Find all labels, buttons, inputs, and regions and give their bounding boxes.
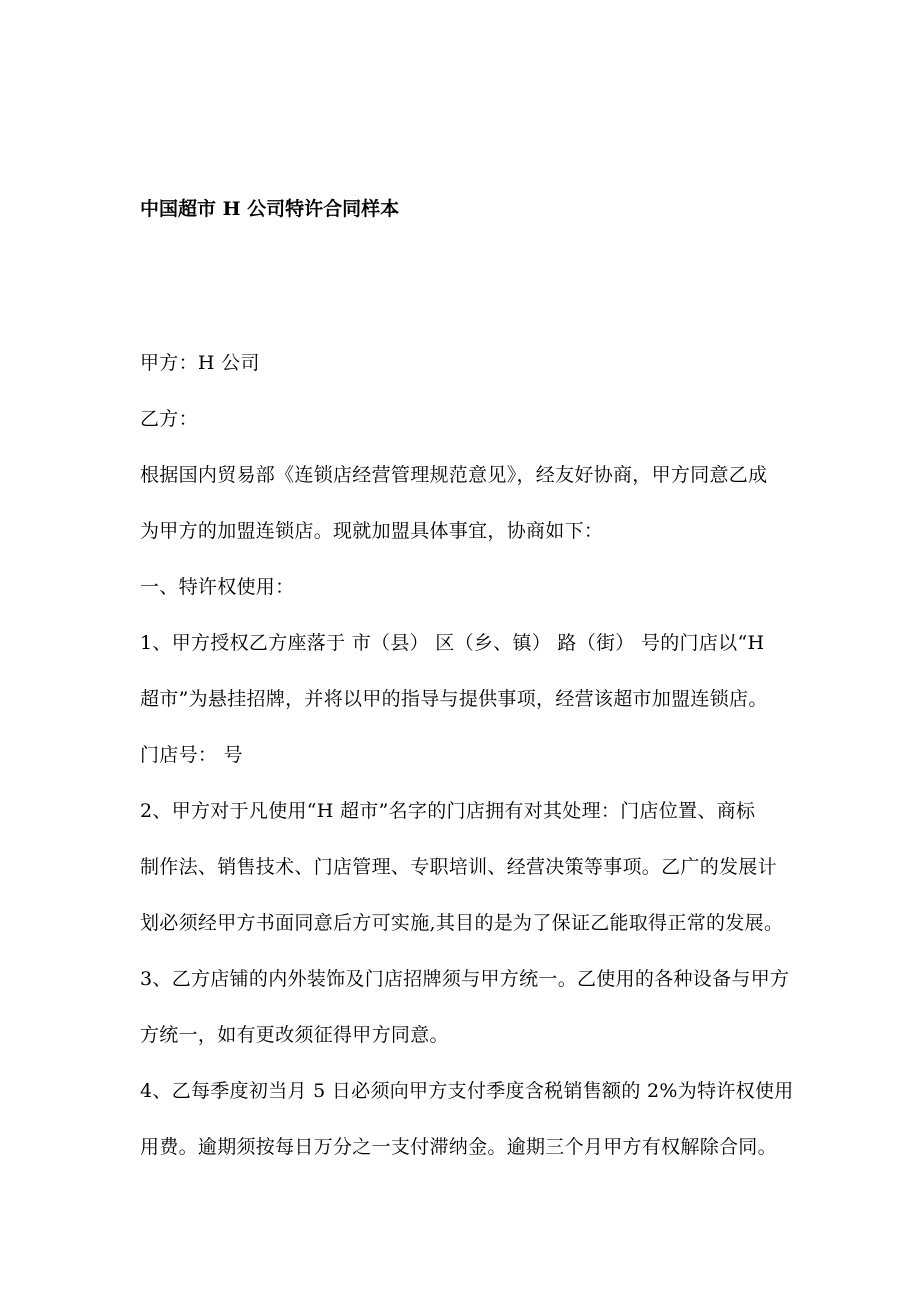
clause-4-line-2: 用费。逾期须按每日万分之一支付滞纳金。逾期三个月甲方有权解除合同。 bbox=[140, 1136, 777, 1158]
clause-1-line-2: 超市”为悬挂招牌，并将以甲的指导与提供事项，经营该超市加盟连锁店。 bbox=[140, 688, 768, 710]
clause-2-line-1: 2、甲方对于凡使用“H 超市”名字的门店拥有对其处理：门店位置、商标 bbox=[140, 800, 756, 822]
preamble-line-1: 根据国内贸易部《连锁店经营管理规范意见》，经友好协商，甲方同意乙成 bbox=[140, 464, 768, 486]
clause-2-line-3: 划必须经甲方书面同意后方可实施,其目的是为了保证乙能取得正常的发展。 bbox=[140, 912, 784, 934]
clause-3-line-1: 3、乙方店铺的内外装饰及门店招牌须与甲方统一。乙使用的各种设备与甲方 bbox=[140, 968, 790, 990]
party-b-line: 乙方： bbox=[140, 408, 198, 430]
clause-4-line-1: 4、乙每季度初当月 5 日必须向甲方支付季度含税销售额的 2%为特许权使用 bbox=[140, 1080, 794, 1102]
preamble-line-2: 为甲方的加盟连锁店。现就加盟具体事宜，协商如下： bbox=[140, 520, 604, 542]
section-heading-franchise-use: 一、特许权使用： bbox=[140, 576, 295, 598]
document-title: 中国超市 H 公司特许合同样本 bbox=[140, 198, 400, 220]
clause-1-line-1: 1、甲方授权乙方座落于 市（县） 区（乡、镇） 路（街） 号的门店以“H bbox=[140, 632, 765, 654]
clause-3-line-2: 方统一，如有更改须征得甲方同意。 bbox=[140, 1024, 449, 1046]
store-number-line: 门店号： 号 bbox=[140, 744, 243, 766]
party-a-line: 甲方：H 公司 bbox=[140, 352, 260, 374]
clause-2-line-2: 制作法、销售技术、门店管理、专职培训、经营决策等事项。乙广的发展计 bbox=[140, 856, 777, 878]
